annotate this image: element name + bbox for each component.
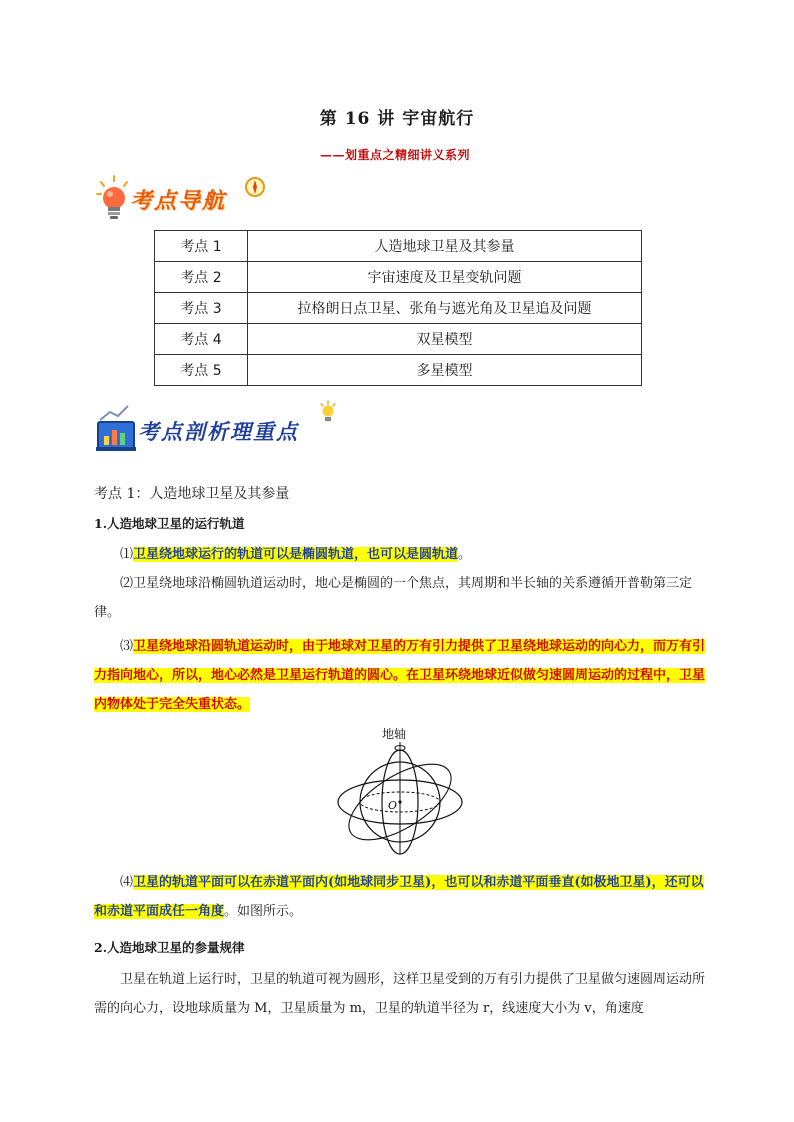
subsection-title-1: 1.人造地球卫星的运行轨道 bbox=[94, 516, 245, 531]
page-subtitle: ——划重点之精细讲义系列 bbox=[320, 148, 471, 162]
table-row bbox=[155, 355, 642, 386]
paragraph-1-suffix: 。 bbox=[458, 547, 472, 562]
banner-kaodian-daohang-label: 考点导航 bbox=[130, 189, 227, 214]
paragraph-4-highlight: 卫星的轨道平面可以在赤道平面内(如地球同步卫星)，也可以和赤道平面垂直(如极地卫星)，还可以和赤道平面成任一角度 bbox=[94, 875, 704, 919]
orbit-diagram bbox=[334, 724, 464, 864]
paragraph-1-number: ⑴ bbox=[120, 547, 134, 562]
table-cell-value: 多星模型 bbox=[248, 355, 642, 386]
table-cell-value: 宇宙速度及卫星变轨问题 bbox=[248, 262, 642, 293]
page-title: 第 16 讲 宇宙航行 bbox=[319, 109, 475, 129]
paragraph-3 bbox=[94, 632, 706, 719]
paragraph-4-suffix: 。如图所示。 bbox=[224, 904, 303, 919]
table-cell-key: 考点 2 bbox=[155, 262, 248, 293]
table-row bbox=[155, 262, 642, 293]
table-cell-key: 考点 3 bbox=[155, 293, 248, 324]
subsection-title-2: 2.人造地球卫星的参量规律 bbox=[94, 940, 245, 955]
paragraph-1-highlight: 卫星绕地球运行的轨道可以是椭圆轨道，也可以是圆轨道 bbox=[133, 547, 459, 562]
banner-kaodian-pouxi bbox=[94, 400, 344, 456]
paragraph-3-number: ⑶ bbox=[120, 639, 134, 654]
table-cell-value: 双星模型 bbox=[248, 324, 642, 355]
lightbulb-icon bbox=[96, 174, 132, 224]
paragraph-1 bbox=[94, 540, 706, 569]
paragraph-5: 卫星在轨道上运行时，卫星的轨道可视为圆形，这样卫星受到的万有引力提供了卫星做匀速圆周运动所需的向心力，设地球质量为 M，卫星质量为 m，卫星的轨道半径为 r，线速度大小为 v，角速度 bbox=[94, 972, 706, 1016]
table-row bbox=[155, 231, 642, 262]
compass-icon bbox=[244, 176, 266, 198]
table-cell-key: 考点 4 bbox=[155, 324, 248, 355]
kaodian-table bbox=[154, 230, 642, 386]
table-row bbox=[155, 324, 642, 355]
paragraph-3-highlight: 卫星绕地球沿圆轨道运动时，由于地球对卫星的万有引力提供了卫星绕地球运动的向心力，而万有引力指向地心，所以，地心必然是卫星运行轨道的圆心。在卫星环绕地球近似做匀速圆周运动的过程中，卫星内物体处于完全失重状态。 bbox=[94, 639, 706, 712]
banner-kaodian-daohang bbox=[96, 174, 286, 226]
table-cell-key: 考点 1 bbox=[155, 231, 248, 262]
banner-kaodian-pouxi-label: 考点剖析理重点 bbox=[138, 420, 299, 444]
lightbulb-small-icon bbox=[318, 400, 338, 428]
paragraph-2: ⑵卫星绕地球沿椭圆轨道运动时，地心是椭圆的一个焦点，其周期和半长轴的关系遵循开普勒第三定律。 bbox=[94, 576, 693, 620]
diagram-axis-label: 地轴 bbox=[381, 727, 407, 741]
chart-board-icon bbox=[94, 400, 142, 454]
diagram-center-label: O bbox=[388, 799, 398, 812]
table-cell-value: 人造地球卫星及其参量 bbox=[248, 231, 642, 262]
paragraph-4 bbox=[94, 868, 706, 926]
table-cell-value: 拉格朗日点卫星、张角与遮光角及卫星追及问题 bbox=[248, 293, 642, 324]
table-row bbox=[155, 293, 642, 324]
orbit-diagram-svg bbox=[334, 724, 464, 864]
table-cell-key: 考点 5 bbox=[155, 355, 248, 386]
paragraph-4-number: ⑷ bbox=[120, 875, 134, 890]
section-title: 考点 1：人造地球卫星及其参量 bbox=[94, 486, 290, 502]
